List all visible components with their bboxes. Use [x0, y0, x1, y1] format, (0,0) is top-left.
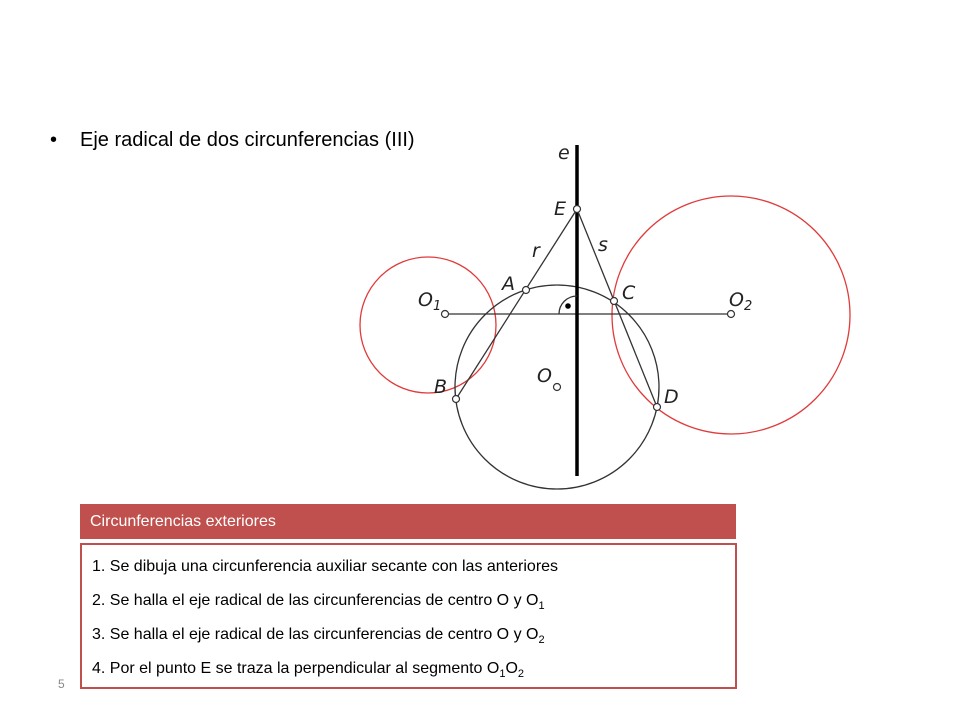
label-line-s: s [598, 234, 608, 256]
label-e-axis: e [558, 142, 570, 164]
bullet: • [50, 129, 58, 151]
label-o1-sub: 1 [432, 299, 442, 314]
point-o2 [728, 311, 735, 318]
label-point-o2 [729, 289, 752, 314]
label-point-b: B [434, 376, 448, 398]
step-4-sub1: 1 [499, 668, 506, 681]
label-o2-sub: 2 [743, 299, 753, 314]
point-a [523, 287, 530, 294]
point-c [611, 298, 618, 305]
section-header: Circunferencias exteriores [80, 504, 736, 539]
label-point-c: C [622, 282, 636, 304]
point-d [654, 404, 661, 411]
step-4-text: 4. Por el punto E se traza la perpendicular al segmento O [92, 660, 500, 677]
steps-box [80, 543, 737, 689]
label-point-d: D [664, 386, 679, 408]
title-text: Eje radical de dos circunferencias (III) [80, 129, 415, 151]
step-4-mid: O [505, 660, 518, 677]
point-o [554, 384, 561, 391]
point-o1 [442, 311, 449, 318]
step-3-text: 3. Se halla el eje radical de las circunferencias de centro O y O [92, 626, 539, 643]
label-point-o: O [537, 365, 552, 387]
step-1 [92, 553, 735, 587]
step-3 [92, 621, 735, 655]
label-point-a: A [502, 273, 515, 295]
right-angle-dot [565, 303, 571, 309]
step-4-sub2: 2 [517, 668, 525, 681]
label-point-e: E [554, 198, 567, 220]
step-4 [92, 655, 735, 689]
label-point-o1 [418, 289, 441, 314]
label-o1-main: O [418, 289, 433, 311]
page-number: 5 [58, 677, 65, 691]
label-o2-main: O [729, 289, 744, 311]
point-e [574, 206, 581, 213]
step-2 [92, 587, 735, 621]
step-2-text: 2. Se halla el eje radical de las circunferencias de centro O y O [92, 592, 539, 609]
step-1-text: 1. Se dibuja una circunferencia auxiliar secante con las anteriores [92, 558, 559, 575]
point-b [453, 396, 460, 403]
label-line-r: r [532, 240, 540, 262]
step-2-sub: 1 [538, 600, 545, 613]
line-s [577, 209, 657, 407]
step-3-sub: 2 [538, 634, 545, 647]
line-r [456, 209, 577, 399]
